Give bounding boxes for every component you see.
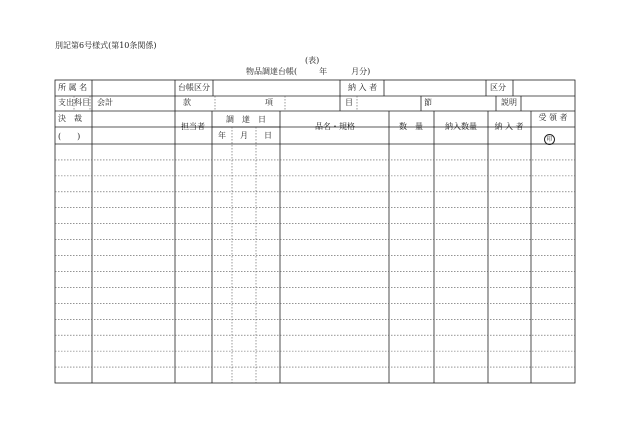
seal-icon: 印 — [544, 134, 555, 145]
department-name-label: 所 属 名 — [58, 83, 88, 92]
quantity-label: 数 量 — [399, 122, 423, 131]
day-column-label: 日 — [264, 131, 272, 140]
item-kou-label: 項 — [265, 98, 273, 107]
form-caption: 別記第6号様式(第10条関係) — [55, 41, 157, 50]
procurement-date-label: 調 達 日 — [226, 115, 266, 124]
recipient-label: 受 領 者 — [538, 113, 568, 122]
accounting-label: 会計 — [97, 98, 113, 107]
description-label: 説明 — [501, 98, 517, 107]
approval-label: 決 裁 — [58, 114, 82, 123]
item-setsu-label: 節 — [424, 98, 432, 107]
supplier-column-label: 納 入 者 — [494, 122, 524, 131]
approval-parentheses: ( ) — [58, 132, 81, 141]
item-moku-label: 目 — [345, 98, 353, 107]
title-prefix: 物品調達台帳( — [246, 67, 298, 76]
front-side-label: (表) — [305, 56, 320, 65]
ledger-category-label: 台帳区分 — [178, 83, 210, 92]
supplier-label: 納 入 者 — [348, 83, 378, 92]
section-kan-label: 款 — [183, 98, 191, 107]
person-in-charge-label: 担当者 — [181, 122, 205, 131]
item-spec-label: 品名・規格 — [315, 122, 355, 131]
delivered-quantity-label: 納入数量 — [445, 122, 477, 131]
category-label: 区分 — [490, 83, 506, 92]
expense-account-label: 支出科目 — [58, 98, 90, 107]
month-column-label: 月 — [240, 131, 248, 140]
year-column-label: 年 — [218, 131, 226, 140]
title-month: 月分) — [351, 67, 371, 76]
title-year: 年 — [319, 67, 328, 76]
